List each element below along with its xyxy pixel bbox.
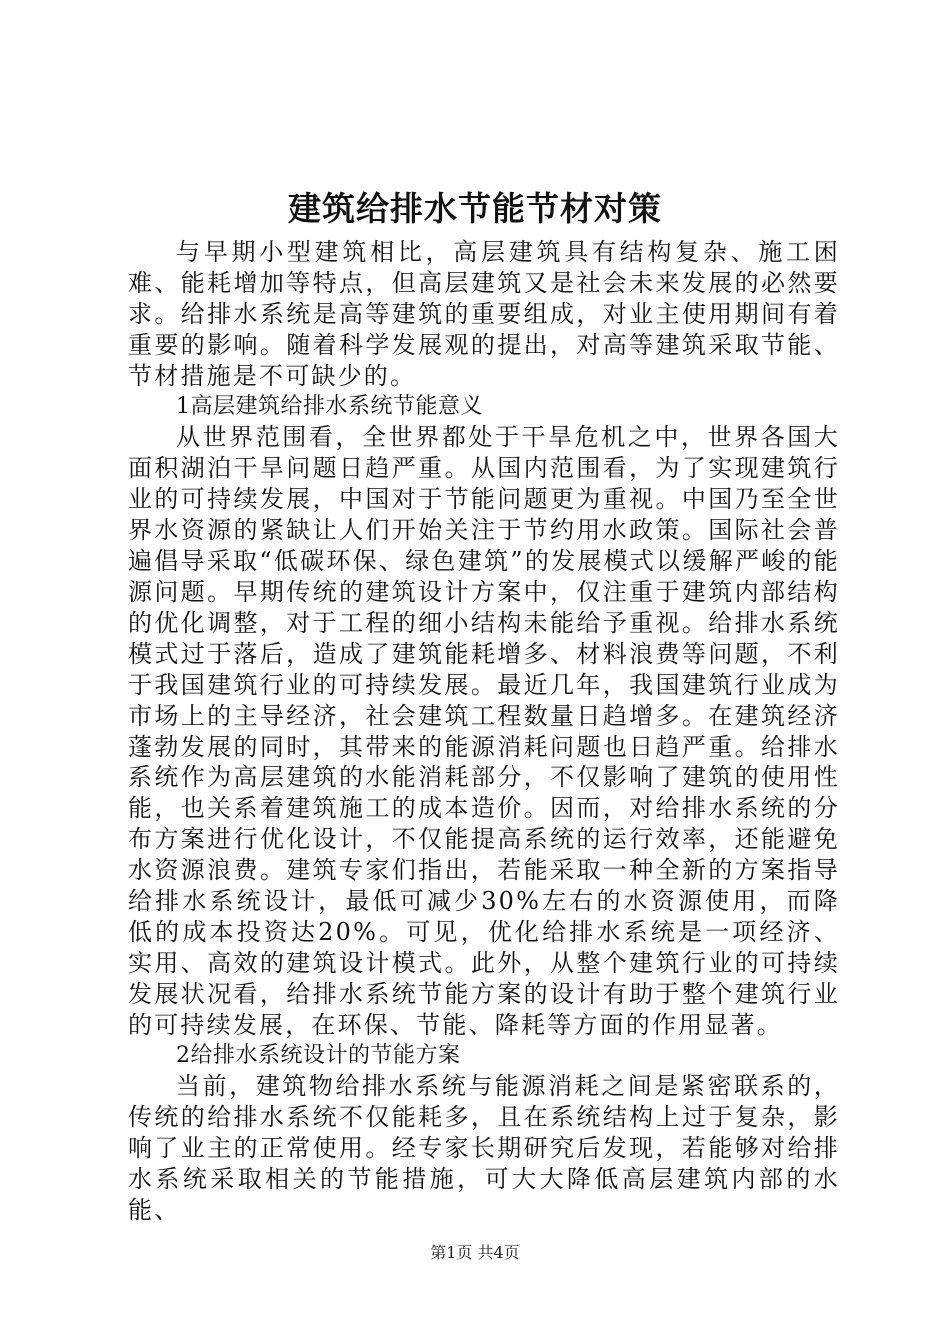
section-1-paragraph: 从世界范围看，全世界都处于干旱危机之中，世界各国大面积湖泊干旱问题日趋严重。从国内范围看，为了实现建筑行业的可持续发展，中国对于节能问题更为重视。中国乃至全世界水资源的紧缺让人们开始关注于节约用水政策。国际社会普遍倡导采取“低碳环保、绿色建筑”的发展模式以缓解严峻的能源问题。早期传统的建筑设计方案中，仅注重于建筑内部结构的优化调整，对于工程的细小结构未能给予重视。给排水系统模式过于落后，造成了建筑能耗增多、材料浪费等问题，不利于我国建筑行业的可持续发展。最近几年，我国建筑行业成为市场上的主导经济，社会建筑工程数量日趋增多。在建筑经济蓬勃发展的同时，其带来的能源消耗问题也日趋严重。给排水系统作为高层建筑的水能消耗部分，不仅影响了建筑的使用性能，也关系着建筑施工的成本造价。因而，对给排水系统的分布方案进行优化设计，不仅能提高系统的运行效率，还能避免水资源浪费。建筑专家们指出，若能采取一种全新的方案指导给排水系统设计，最低可减少30%左右的水资源使用，而降低的成本投资达20%。可见，优化给排水系统是一项经济、实用、高效的建筑设计模式。此外，从整个建筑行业的可持续发展状况看，给排水系统节能方案的设计有助于整个建筑行业的可持续发展，在环保、节能、降耗等方面的作用显著。 <box>128 423 840 1039</box>
page-footer: 第1页 共4页 <box>430 1243 520 1262</box>
section-2-paragraph: 当前，建筑物给排水系统与能源消耗之间是紧密联系的，传统的给排水系统不仅能耗多，且在系统结构上过于复杂，影响了业主的正常使用。经专家长期研究后发现，若能够对给排水系统采取相关的节能措施，可大大降低高层建筑内部的水能、 <box>128 1072 840 1225</box>
document-title: 建筑给排水节能节材对策 <box>288 189 662 228</box>
document-body <box>128 237 840 1226</box>
section-heading-2: 2给排水系统设计的节能方案 <box>176 1042 461 1068</box>
intro-paragraph: 与早期小型建筑相比，高层建筑具有结构复杂、施工困难、能耗增加等特点，但高层建筑又是社会未来发展的必然要求。给排水系统是高等建筑的重要组成，对业主使用期间有着重要的影响。随着科学发展观的提出，对高等建筑采取节能、节材措施是不可缺少的。 <box>128 238 840 390</box>
section-heading-1: 1高层建筑给排水系统节能意义 <box>176 393 483 419</box>
